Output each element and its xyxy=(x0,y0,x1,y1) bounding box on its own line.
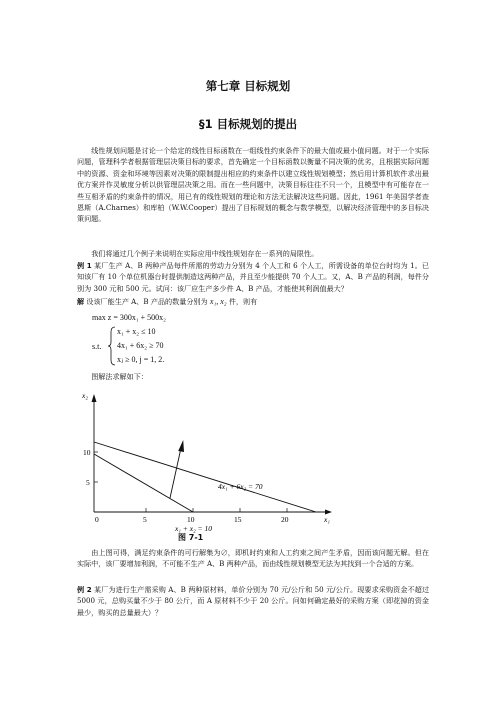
x-tick-label-0: 0 xyxy=(95,515,99,524)
solution-label: 解 xyxy=(77,297,85,306)
x-axis-label: x₁ xyxy=(324,515,330,524)
solution-text-after: 件，则有 xyxy=(228,297,258,306)
objective-function: max z = 300x₁ + 500x₂ xyxy=(92,313,166,322)
x-axis-arrow xyxy=(325,510,332,515)
example-1-label: 例 1 xyxy=(77,261,92,270)
y-tick-label-10: 10 xyxy=(83,448,91,457)
constraint-1: x₁ + x₂ ≤ 10 xyxy=(117,327,156,336)
y-tick-label-5: 5 xyxy=(86,478,90,487)
x-tick-label-5: 5 xyxy=(143,515,147,524)
line-label-x1-x2: x₁ + x₂ = 10 xyxy=(175,524,212,533)
chapter-title: 第七章 目标规划 xyxy=(205,79,291,93)
y-axis-label: x₂ xyxy=(82,391,88,400)
constraint-brace xyxy=(108,326,116,366)
y-axis-arrow xyxy=(92,394,97,402)
solution-line xyxy=(77,296,429,307)
graph-intro: 图解法求解如下： xyxy=(91,372,148,381)
constraint-3: xⱼ ≥ 0, j = 1, 2. xyxy=(117,355,165,364)
analysis-paragraph: 由上图可得，满足约束条件的可行解集为∅，即机时约束和人工约束之间产生矛盾，因而该问题无解。但在实际中，该厂要增加利润，不可能不生产 A、B 两种产品，而由线性规划模型无法为其找到一个合适的方案。 xyxy=(77,548,429,569)
x-tick-label-15: 15 xyxy=(234,515,242,524)
line-label-4x1-6x2: 4x₁ + 6x₂ = 70 xyxy=(218,482,263,491)
figure-caption: 图 7-1 xyxy=(178,533,204,542)
solution-vars: x₁, x₂ xyxy=(209,297,227,306)
intro-paragraph: 线性规划问题是讨论一个给定的线性目标函数在一组线性约束条件下的最大值或最小值问题。对于一个实际问题，管理科学者根据管理层决策目标的要求，首先确定一个目标函数以衡量不同决策的优劣，且根据实际问题中的资源、资金和环境等因素对决策的限制提出相应的约束条件以建立线性规划模型；然后用计算机软件求出最优方案并作灵敏度分析以供管理层决策之用。而在一些问题中，决策目标往往不只一个，且模型中有可能存在一些互相矛盾的约束条件的情况，用已有的线性规划的理论和方法无法解决这些问题。因此，1961 年美国学者查恩斯（A.Charnes）和库柏（W.W.Cooper）提出了目标规划的概念与数学模型，以解决经济管理中的多目标决策问题。 xyxy=(77,146,429,224)
constraint-2: 4x₁ + 6x₂ ≥ 70 xyxy=(117,341,164,350)
line-4x1-plus-6x2-eq-70 xyxy=(94,442,316,512)
example-2 xyxy=(77,584,429,618)
figure-7-1 xyxy=(80,388,340,538)
example-2-text: 某厂为进行生产需采购 A、B 两种原材料，单价分别为 70 元/公斤和 50 元/公斤。现要求采购资金不超过 5000 元，总购买量不少于 80 公斤，而 A 原材料不少于 20 公斤。问如何确定最好的采购方案（即花掉的资金最少，购买的总量最大）？ xyxy=(77,585,429,617)
transition-paragraph: 我们将通过几个例子来说明在实际应用中线性规划存在一系列的局限性。 xyxy=(91,249,319,258)
direction-arrow xyxy=(170,448,181,498)
section-title: §1 目标规划的提出 xyxy=(198,117,298,131)
example-1 xyxy=(77,260,429,294)
x-tick-label-20: 20 xyxy=(281,515,289,524)
example-2-label: 例 2 xyxy=(77,585,92,594)
example-1-text: 某厂生产 A、B 两种产品每件所需的劳动力分别为 4 个人工和 6 个人工，所需设备的单位台时均为 1。已知该厂有 10 个单位机器台时提供制造这两种产品，并且至少能提供 70 个人工。又，A、B 产品的利润，每件分别为 300 元和 500 元。试问：该厂应生产多少件 A、B 产品，才能使其利润值最大？ xyxy=(77,261,429,293)
x-tick-label-10: 10 xyxy=(187,515,195,524)
direction-arrow-head xyxy=(178,440,184,452)
solution-text-before: 设该厂能生产 A、B 产品的数量分别为 xyxy=(86,297,208,306)
st-label: s.t. xyxy=(92,342,102,351)
